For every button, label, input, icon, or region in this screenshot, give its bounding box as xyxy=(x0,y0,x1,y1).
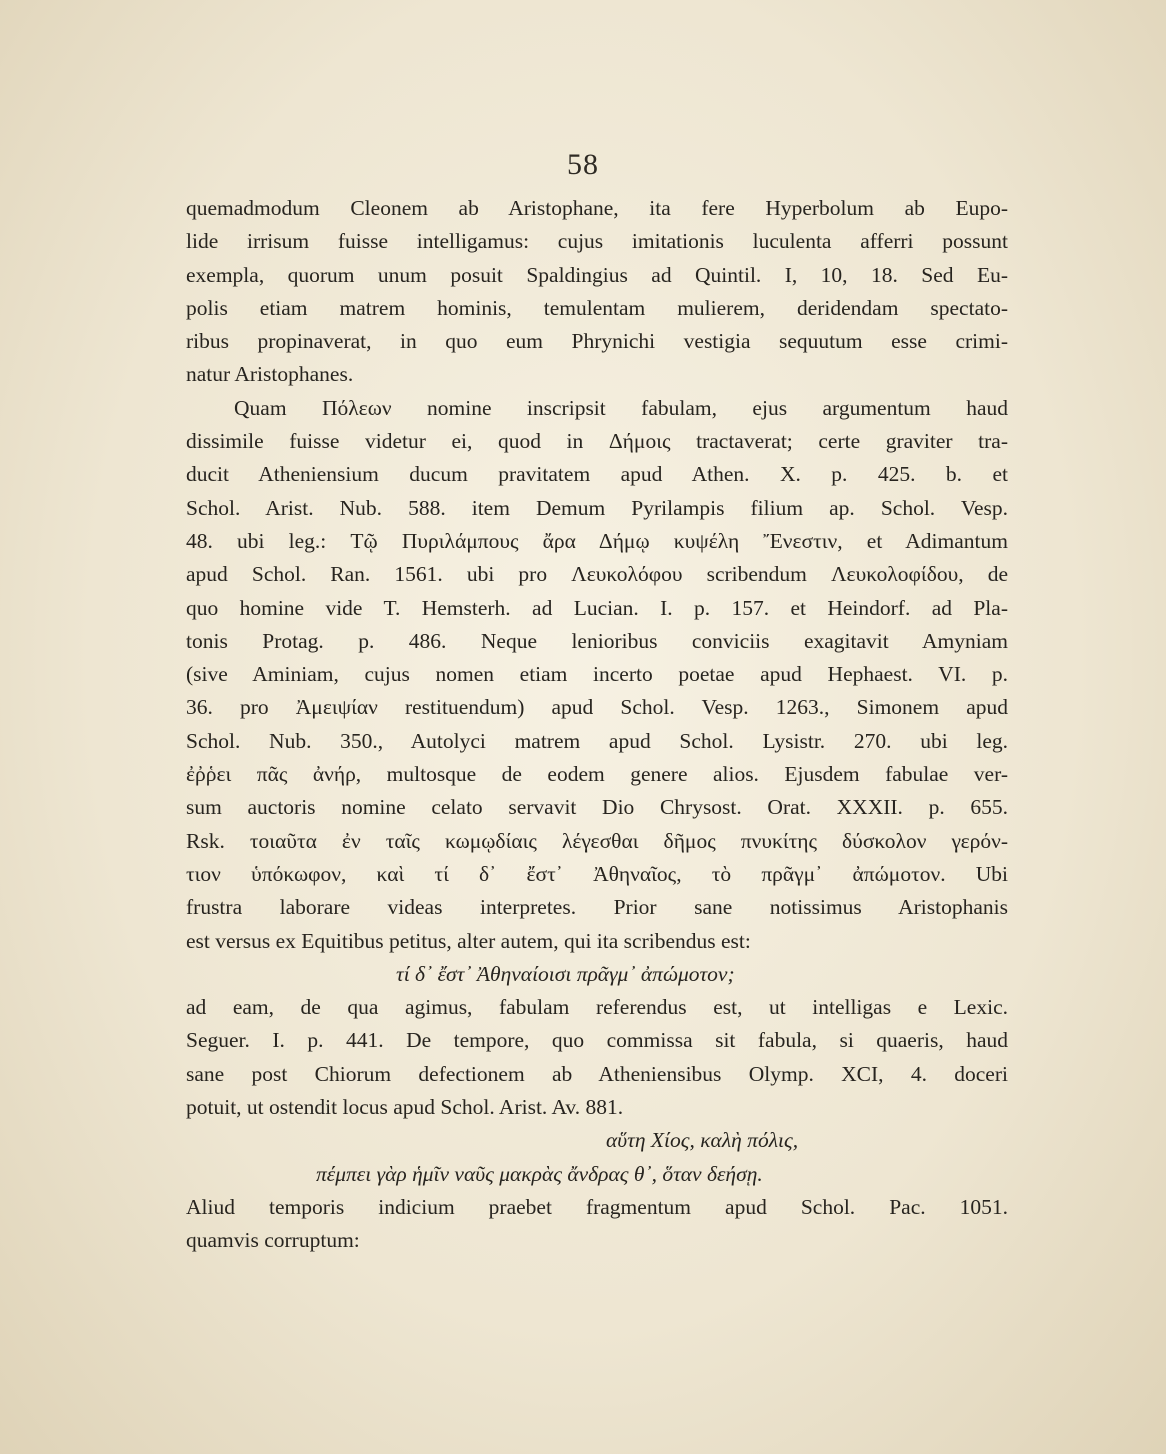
text-line: ἐῤῥει πᾶς ἀνήρ, multosque de eodem genere alios. Ejusdem fabulae ver- xyxy=(186,762,1008,787)
text-line: (sive Aminiam, cujus nomen etiam incerto poetae apud Hephaest. VI. p. xyxy=(186,662,1008,687)
text-line: Quam Πόλεων nomine inscripsit fabulam, ejus argumentum haud xyxy=(234,395,1008,420)
text-line: polis etiam matrem hominis, temulentam mulierem, deridendam spectato- xyxy=(186,295,1008,320)
text-line: dissimile fuisse videtur ei, quod in Δήμοις tractaverat; certe graviter tra- xyxy=(186,429,1008,454)
body-text xyxy=(186,192,1008,1258)
text-line: Rsk. τοιαῦτα ἐν ταῖς κωμῳδίαις λέγεσθαι δῆμος πνυκίτης δύσκολον γερόν- xyxy=(186,828,1008,853)
text-line: ad eam, de qua agimus, fabulam referendus est, ut intelligas e Lexic. xyxy=(186,995,1008,1020)
text-line: frustra laborare videas interpretes. Prior sane notissimus Aristophanis xyxy=(186,895,1008,920)
text-line: 48. ubi leg.: Τῷ Πυριλάμπους ἄρα Δήμῳ κυψέλη Ἔνεστιν, et Adimantum xyxy=(186,528,1008,553)
text-line: quo homine vide T. Hemsterh. ad Lucian. I. p. 157. et Heindorf. ad Pla- xyxy=(186,595,1008,620)
text-line: lide irrisum fuisse intelligamus: cujus imitationis luculenta afferri possunt xyxy=(186,229,1008,254)
text-line: 36. pro Ἀμειψίαν restituendum) apud Schol. Vesp. 1263., Simonem apud xyxy=(186,695,1008,720)
text-line: quamvis corruptum: xyxy=(186,1228,360,1253)
text-line: ribus propinaverat, in quo eum Phrynichi vestigia sequutum esse crimi- xyxy=(186,329,1008,354)
text-line: quemadmodum Cleonem ab Aristophane, ita fere Hyperbolum ab Eupo- xyxy=(186,196,1008,220)
page-number: 58 xyxy=(567,148,599,181)
text-line: ducit Atheniensium ducum pravitatem apud Athen. X. p. 425. b. et xyxy=(186,462,1008,487)
text-line: exempla, quorum unum posuit Spaldingius ad Quintil. I, 10, 18. Sed Eu- xyxy=(186,262,1008,287)
text-line: apud Schol. Ran. 1561. ubi pro Λευκολόφου scribendum Λευκολοφίδου, de xyxy=(186,562,1008,587)
text-line: sum auctoris nomine celato servavit Dio Chrysost. Orat. XXXII. p. 655. xyxy=(186,795,1008,820)
greek-quotation: αὕτη Χίος, καλὴ πόλις, xyxy=(606,1128,799,1153)
greek-quotation: τί δ᾽ ἔστ᾽ Ἀθηναίοισι πρᾶγμ᾽ ἀπώμοτον; xyxy=(396,961,735,986)
text-line: τιον ὑπόκωφον, καὶ τί δ᾽ ἔστ᾽ Ἀθηναῖος, τὸ πρᾶγμ᾽ ἀπώμοτον. Ubi xyxy=(186,861,1008,886)
text-line: sane post Chiorum defectionem ab Atheniensibus Olymp. XCI, 4. doceri xyxy=(186,1061,1008,1086)
text-line: est versus ex Equitibus petitus, alter autem, qui ita scribendus est: xyxy=(186,928,751,953)
text-line: Schol. Arist. Nub. 588. item Demum Pyrilampis filium ap. Schol. Vesp. xyxy=(186,495,1008,520)
text-line: Aliud temporis indicium praebet fragmentum apud Schol. Pac. 1051. xyxy=(186,1194,1008,1219)
text-line: Seguer. I. p. 441. De tempore, quo commissa sit fabula, si quaeris, haud xyxy=(186,1028,1008,1053)
text-line: tonis Protag. p. 486. Neque lenioribus conviciis exagitavit Amyniam xyxy=(186,628,1008,653)
text-line: natur Aristophanes. xyxy=(186,362,354,387)
text-line: potuit, ut ostendit locus apud Schol. Arist. Av. 881. xyxy=(186,1095,624,1120)
text-line: Schol. Nub. 350., Autolyci matrem apud Schol. Lysistr. 270. ubi leg. xyxy=(186,728,1008,753)
greek-quotation: πέμπει γὰρ ἡμῖν ναῦς μακρὰς ἄνδρας θ᾽, ὅταν δεήσῃ. xyxy=(316,1161,763,1186)
